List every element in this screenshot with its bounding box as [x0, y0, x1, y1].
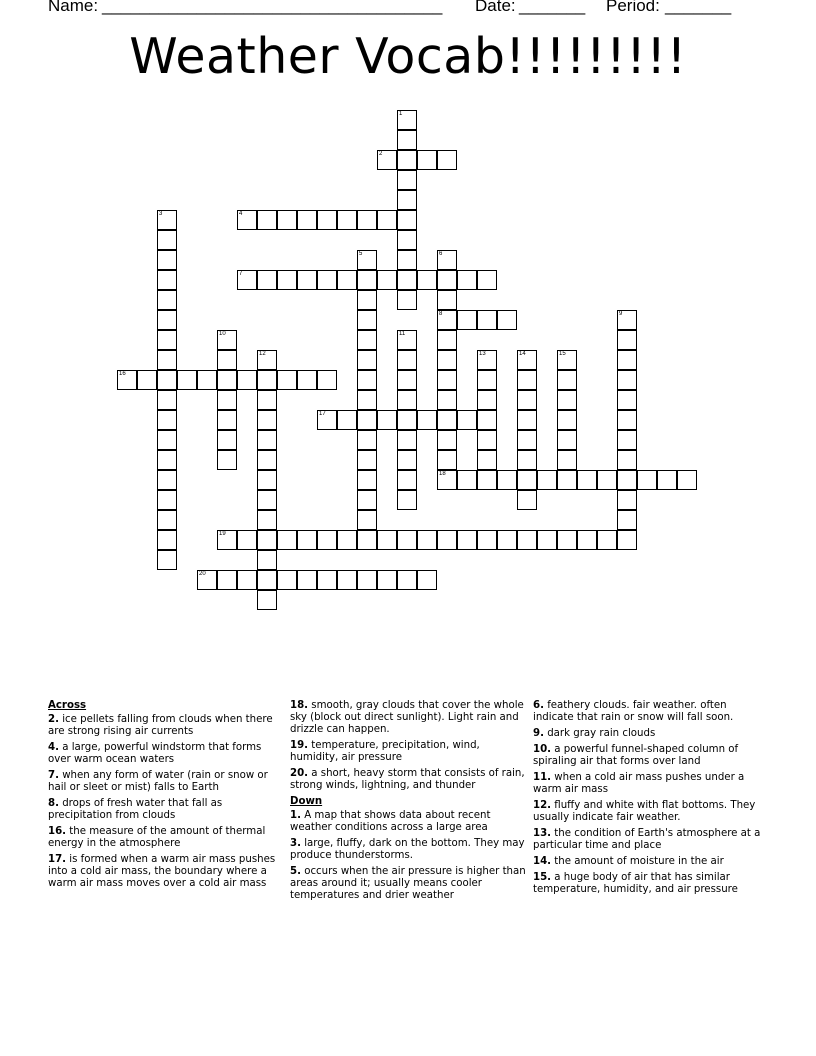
grid-cell[interactable] — [437, 470, 457, 490]
grid-cell[interactable] — [277, 370, 297, 390]
grid-cell[interactable] — [217, 570, 237, 590]
grid-cell[interactable] — [157, 430, 177, 450]
clue-text: when any form of water (rain or snow or hail or sleet or mist) falls to Earth — [48, 770, 268, 793]
clue-text: occurs when the air pressure is higher than areas around it; usually means cooler temperatures and drier weather — [290, 866, 526, 901]
grid-cell[interactable] — [557, 410, 577, 430]
clue-text: when a cold air mass pushes under a warm air mass — [533, 772, 745, 795]
grid-cell[interactable] — [417, 410, 437, 430]
clue-text: a large, powerful windstorm that forms over warm ocean waters — [48, 742, 262, 765]
clue — [48, 714, 286, 738]
grid-cell[interactable] — [217, 530, 237, 550]
name-label: Name: — [48, 0, 99, 15]
header — [48, 0, 796, 20]
page-title: Weather Vocab!!!!!!!!! — [129, 28, 687, 85]
grid-cell[interactable] — [397, 150, 417, 170]
grid-cell[interactable] — [157, 270, 177, 290]
grid-cell[interactable] — [317, 370, 337, 390]
grid-cell[interactable] — [217, 370, 237, 390]
grid-cell[interactable] — [277, 570, 297, 590]
clues-column-2 — [290, 700, 528, 906]
grid-cell[interactable] — [397, 230, 417, 250]
clue-text: feathery clouds. fair weather. often indicate that rain or snow will fall soon. — [533, 700, 734, 723]
down-heading: Down — [290, 796, 323, 807]
grid-cell[interactable] — [357, 510, 377, 530]
grid-cell[interactable] — [397, 190, 417, 210]
cell-number: 10 — [219, 331, 226, 337]
grid-cell[interactable] — [217, 410, 237, 430]
grid-cell[interactable] — [557, 430, 577, 450]
grid-cell[interactable] — [477, 310, 497, 330]
clue — [48, 854, 286, 890]
clue-number: 18. — [290, 700, 309, 711]
grid-cell[interactable] — [397, 410, 417, 430]
grid-cell[interactable] — [477, 270, 497, 290]
across-heading: Across — [48, 700, 87, 711]
clue-text: a short, heavy storm that consists of rain, strong winds, lightning, and thunder — [290, 768, 525, 791]
grid-cell[interactable] — [397, 210, 417, 230]
clue-text: ice pellets falling from clouds when there are strong rising air currents — [48, 714, 273, 737]
grid-cell[interactable] — [557, 450, 577, 470]
clue-text: large, fluffy, dark on the bottom. They may produce thunderstorms. — [290, 838, 525, 861]
grid-cell[interactable] — [397, 570, 417, 590]
clue — [533, 772, 769, 796]
grid-cell[interactable] — [157, 510, 177, 530]
grid-cell[interactable] — [377, 270, 397, 290]
cell-number: 17 — [319, 411, 326, 417]
cell-number: 12 — [259, 351, 266, 357]
clues-column-1 — [48, 700, 286, 894]
clues-column-3 — [533, 700, 769, 900]
clue-number: 2. — [48, 714, 59, 725]
grid-cell[interactable] — [617, 350, 637, 370]
grid-cell[interactable] — [617, 470, 637, 490]
grid-cell[interactable] — [617, 310, 637, 330]
clue — [48, 770, 286, 794]
grid-cell[interactable] — [517, 350, 537, 370]
grid-cell[interactable] — [157, 310, 177, 330]
clue-text: A map that shows data about recent weather conditions across a large area — [290, 810, 491, 833]
grid-cell[interactable] — [437, 290, 457, 310]
clue — [533, 800, 769, 824]
clue — [48, 798, 286, 822]
grid-cell[interactable] — [277, 530, 297, 550]
grid-cell[interactable] — [317, 270, 337, 290]
grid-cell[interactable] — [317, 410, 337, 430]
grid-cell[interactable] — [257, 410, 277, 430]
grid-cell[interactable] — [257, 390, 277, 410]
grid-cell[interactable] — [257, 350, 277, 370]
clue-number: 17. — [48, 854, 67, 865]
clue-number: 6. — [533, 700, 544, 711]
grid-cell[interactable] — [257, 490, 277, 510]
cell-number: 14 — [519, 351, 526, 357]
grid-cell[interactable] — [357, 350, 377, 370]
grid-cell[interactable] — [277, 270, 297, 290]
grid-cell[interactable] — [157, 210, 177, 230]
grid-cell[interactable] — [457, 530, 477, 550]
grid-cell[interactable] — [617, 330, 637, 350]
grid-cell[interactable] — [377, 570, 397, 590]
grid-cell[interactable] — [557, 370, 577, 390]
period-label: Period: — [606, 0, 660, 15]
grid-cell[interactable] — [357, 310, 377, 330]
grid-cell[interactable] — [357, 370, 377, 390]
cell-number: 9 — [619, 311, 623, 317]
grid-cell[interactable] — [517, 410, 537, 430]
grid-cell[interactable] — [577, 530, 597, 550]
grid-cell[interactable] — [337, 210, 357, 230]
grid-cell[interactable] — [517, 390, 537, 410]
grid-cell[interactable] — [357, 530, 377, 550]
grid-cell[interactable] — [417, 270, 437, 290]
grid-cell[interactable] — [477, 530, 497, 550]
clue-text: the amount of moisture in the air — [551, 856, 724, 867]
grid-cell[interactable] — [537, 470, 557, 490]
clue — [290, 740, 528, 764]
grid-cell[interactable] — [357, 430, 377, 450]
grid-cell[interactable] — [617, 530, 637, 550]
cell-number: 16 — [119, 371, 126, 377]
clue-text: a huge body of air that has similar temperature, humidity, and air pressure — [533, 872, 738, 895]
grid-cell[interactable] — [397, 530, 417, 550]
grid-cell[interactable] — [357, 450, 377, 470]
grid-cell[interactable] — [617, 410, 637, 430]
clue — [533, 700, 769, 724]
grid-cell[interactable] — [597, 470, 617, 490]
grid-cell[interactable] — [437, 370, 457, 390]
grid-cell[interactable] — [497, 470, 517, 490]
grid-cell[interactable] — [397, 250, 417, 270]
clue-number: 5. — [290, 866, 301, 877]
grid-cell[interactable] — [397, 430, 417, 450]
clue-text: the condition of Earth's atmosphere at a particular time and place — [533, 828, 761, 851]
grid-cell[interactable] — [177, 370, 197, 390]
cell-number: 5 — [359, 251, 363, 257]
grid-cell[interactable] — [377, 210, 397, 230]
grid-cell[interactable] — [337, 530, 357, 550]
grid-cell[interactable] — [337, 570, 357, 590]
clue-number: 3. — [290, 838, 301, 849]
grid-cell[interactable] — [297, 530, 317, 550]
grid-cell[interactable] — [377, 150, 397, 170]
clue-number: 9. — [533, 728, 544, 739]
grid-cell[interactable] — [397, 330, 417, 350]
grid-cell[interactable] — [517, 450, 537, 470]
grid-cell[interactable] — [597, 530, 617, 550]
clue-number: 19. — [290, 740, 309, 751]
grid-cell[interactable] — [257, 450, 277, 470]
grid-cell[interactable] — [377, 410, 397, 430]
clue — [290, 866, 528, 902]
name-field[interactable]: ____________________________________ — [102, 0, 443, 15]
grid-cell[interactable] — [657, 470, 677, 490]
grid-cell[interactable] — [637, 470, 657, 490]
grid-cell[interactable] — [237, 530, 257, 550]
grid-cell[interactable] — [437, 310, 457, 330]
cell-number: 6 — [439, 251, 443, 257]
grid-cell[interactable] — [417, 150, 437, 170]
cell-number: 13 — [479, 351, 486, 357]
grid-cell[interactable] — [217, 430, 237, 450]
grid-cell[interactable] — [357, 290, 377, 310]
grid-cell[interactable] — [517, 430, 537, 450]
grid-cell[interactable] — [217, 350, 237, 370]
grid-cell[interactable] — [157, 370, 177, 390]
grid-cell[interactable] — [477, 450, 497, 470]
grid-cell[interactable] — [257, 590, 277, 610]
clue-text: dark gray rain clouds — [543, 728, 656, 739]
clue-number: 16. — [48, 826, 67, 837]
grid-cell[interactable] — [397, 470, 417, 490]
grid-cell[interactable] — [157, 330, 177, 350]
grid-cell[interactable] — [677, 470, 697, 490]
grid-cell[interactable] — [397, 290, 417, 310]
clue-number: 10. — [533, 744, 552, 755]
grid-cell[interactable] — [517, 490, 537, 510]
grid-cell[interactable] — [357, 490, 377, 510]
grid-cell[interactable] — [157, 530, 177, 550]
grid-cell[interactable] — [477, 410, 497, 430]
grid-cell[interactable] — [257, 470, 277, 490]
date-field[interactable]: _______ — [519, 0, 586, 15]
clue-number: 8. — [48, 798, 59, 809]
grid-cell[interactable] — [457, 470, 477, 490]
grid-cell[interactable] — [457, 310, 477, 330]
grid-cell[interactable] — [257, 210, 277, 230]
grid-cell[interactable] — [477, 370, 497, 390]
clue-text: drops of fresh water that fall as precipitation from clouds — [48, 798, 223, 821]
grid-cell[interactable] — [417, 570, 437, 590]
clue — [533, 856, 769, 868]
grid-cell[interactable] — [577, 470, 597, 490]
grid-cell[interactable] — [517, 530, 537, 550]
grid-cell[interactable] — [437, 330, 457, 350]
clue-text: temperature, precipitation, wind, humidity, air pressure — [290, 740, 480, 763]
grid-cell[interactable] — [437, 250, 457, 270]
grid-cell[interactable] — [437, 530, 457, 550]
grid-cell[interactable] — [477, 350, 497, 370]
grid-cell[interactable] — [157, 290, 177, 310]
clue-number: 7. — [48, 770, 59, 781]
clue-text: fluffy and white with flat bottoms. They usually indicate fair weather. — [533, 800, 756, 823]
grid-cell[interactable] — [397, 350, 417, 370]
grid-cell[interactable] — [197, 370, 217, 390]
grid-cell[interactable] — [457, 410, 477, 430]
grid-cell[interactable] — [277, 210, 297, 230]
grid-cell[interactable] — [617, 450, 637, 470]
grid-cell[interactable] — [517, 370, 537, 390]
grid-cell[interactable] — [437, 270, 457, 290]
grid-cell[interactable] — [617, 490, 637, 510]
grid-cell[interactable] — [257, 270, 277, 290]
grid-cell[interactable] — [157, 390, 177, 410]
grid-cell[interactable] — [157, 230, 177, 250]
cell-number: 18 — [439, 471, 446, 477]
grid-cell[interactable] — [157, 490, 177, 510]
cell-number: 1 — [399, 111, 403, 117]
clue — [533, 728, 769, 740]
grid-cell[interactable] — [257, 370, 277, 390]
grid-cell[interactable] — [377, 530, 397, 550]
grid-cell[interactable] — [157, 450, 177, 470]
grid-cell[interactable] — [477, 390, 497, 410]
grid-cell[interactable] — [297, 270, 317, 290]
grid-cell[interactable] — [617, 390, 637, 410]
grid-cell[interactable] — [257, 430, 277, 450]
grid-cell[interactable] — [397, 110, 417, 130]
grid-cell[interactable] — [237, 210, 257, 230]
grid-cell[interactable] — [437, 350, 457, 370]
grid-cell[interactable] — [357, 330, 377, 350]
clue — [533, 828, 769, 852]
date-label: Date: — [475, 0, 516, 15]
clue — [533, 744, 769, 768]
cell-number: 20 — [199, 571, 206, 577]
grid-cell[interactable] — [417, 530, 437, 550]
grid-cell[interactable] — [157, 470, 177, 490]
grid-cell[interactable] — [237, 370, 257, 390]
grid-cell[interactable] — [477, 430, 497, 450]
grid-cell[interactable] — [157, 350, 177, 370]
grid-cell[interactable] — [397, 370, 417, 390]
grid-cell[interactable] — [357, 470, 377, 490]
grid-cell[interactable] — [257, 550, 277, 570]
grid-cell[interactable] — [497, 310, 517, 330]
grid-cell[interactable] — [617, 430, 637, 450]
cell-number: 19 — [219, 531, 226, 537]
grid-cell[interactable] — [477, 470, 497, 490]
grid-cell[interactable] — [517, 470, 537, 490]
grid-cell[interactable] — [217, 390, 237, 410]
grid-cell[interactable] — [157, 250, 177, 270]
cell-number: 8 — [439, 311, 443, 317]
clue-text: a powerful funnel-shaped column of spiraling air that forms over land — [533, 744, 739, 767]
grid-cell[interactable] — [397, 130, 417, 150]
period-field[interactable]: _______ — [665, 0, 732, 15]
cell-number: 15 — [559, 351, 566, 357]
grid-cell[interactable] — [397, 170, 417, 190]
cell-number: 2 — [379, 151, 383, 157]
clue — [48, 826, 286, 850]
clue-text: smooth, gray clouds that cover the whole sky (block out direct sunlight). Light rain and drizzle can happen. — [290, 700, 524, 735]
cell-number: 7 — [239, 271, 243, 277]
grid-cell[interactable] — [137, 370, 157, 390]
grid-cell[interactable] — [437, 410, 457, 430]
clue-number: 14. — [533, 856, 552, 867]
grid-cell[interactable] — [317, 210, 337, 230]
grid-cell[interactable] — [617, 370, 637, 390]
grid-cell[interactable] — [437, 450, 457, 470]
grid-cell[interactable] — [357, 210, 377, 230]
clue-number: 11. — [533, 772, 552, 783]
clue — [48, 742, 286, 766]
grid-cell[interactable] — [537, 530, 557, 550]
grid-cell[interactable] — [257, 530, 277, 550]
grid-cell[interactable] — [117, 370, 137, 390]
grid-cell[interactable] — [557, 530, 577, 550]
grid-cell[interactable] — [297, 570, 317, 590]
clue — [290, 838, 528, 862]
clue — [290, 700, 528, 736]
grid-cell[interactable] — [457, 270, 477, 290]
grid-cell[interactable] — [257, 510, 277, 530]
grid-cell[interactable] — [497, 530, 517, 550]
grid-cell[interactable] — [157, 410, 177, 430]
clue-number: 12. — [533, 800, 552, 811]
grid-cell[interactable] — [217, 450, 237, 470]
grid-cell[interactable] — [317, 530, 337, 550]
grid-cell[interactable] — [397, 270, 417, 290]
grid-cell[interactable] — [437, 150, 457, 170]
grid-cell[interactable] — [257, 570, 277, 590]
grid-cell[interactable] — [437, 390, 457, 410]
grid-cell[interactable] — [397, 450, 417, 470]
grid-cell[interactable] — [557, 350, 577, 370]
cell-number: 11 — [399, 331, 406, 337]
clue-text: the measure of the amount of thermal energy in the atmosphere — [48, 826, 266, 849]
clue-number: 1. — [290, 810, 301, 821]
clue-number: 15. — [533, 872, 552, 883]
grid-cell[interactable] — [617, 510, 637, 530]
grid-cell[interactable] — [317, 570, 337, 590]
clue — [290, 768, 528, 792]
grid-cell[interactable] — [557, 390, 577, 410]
grid-cell[interactable] — [237, 270, 257, 290]
grid-cell[interactable] — [337, 410, 357, 430]
grid-cell[interactable] — [157, 550, 177, 570]
grid-cell[interactable] — [357, 410, 377, 430]
grid-cell[interactable] — [237, 570, 257, 590]
grid-cell[interactable] — [437, 430, 457, 450]
clue — [290, 810, 528, 834]
grid-cell[interactable] — [357, 390, 377, 410]
grid-cell[interactable] — [197, 570, 217, 590]
clue-number: 13. — [533, 828, 552, 839]
grid-cell[interactable] — [357, 570, 377, 590]
grid-cell[interactable] — [557, 470, 577, 490]
grid-cell[interactable] — [357, 250, 377, 270]
cell-number: 4 — [239, 211, 243, 217]
clue-number: 20. — [290, 768, 309, 779]
grid-cell[interactable] — [297, 210, 317, 230]
clue-text: is formed when a warm air mass pushes into a cold air mass, the boundary where a warm air mass moves over a cold air mass — [48, 854, 276, 889]
grid-cell[interactable] — [217, 330, 237, 350]
grid-cell[interactable] — [397, 490, 417, 510]
grid-cell[interactable] — [337, 270, 357, 290]
clue — [533, 872, 769, 896]
clue-number: 4. — [48, 742, 59, 753]
grid-cell[interactable] — [297, 370, 317, 390]
grid-cell[interactable] — [397, 390, 417, 410]
cell-number: 3 — [159, 211, 163, 217]
grid-cell[interactable] — [357, 270, 377, 290]
